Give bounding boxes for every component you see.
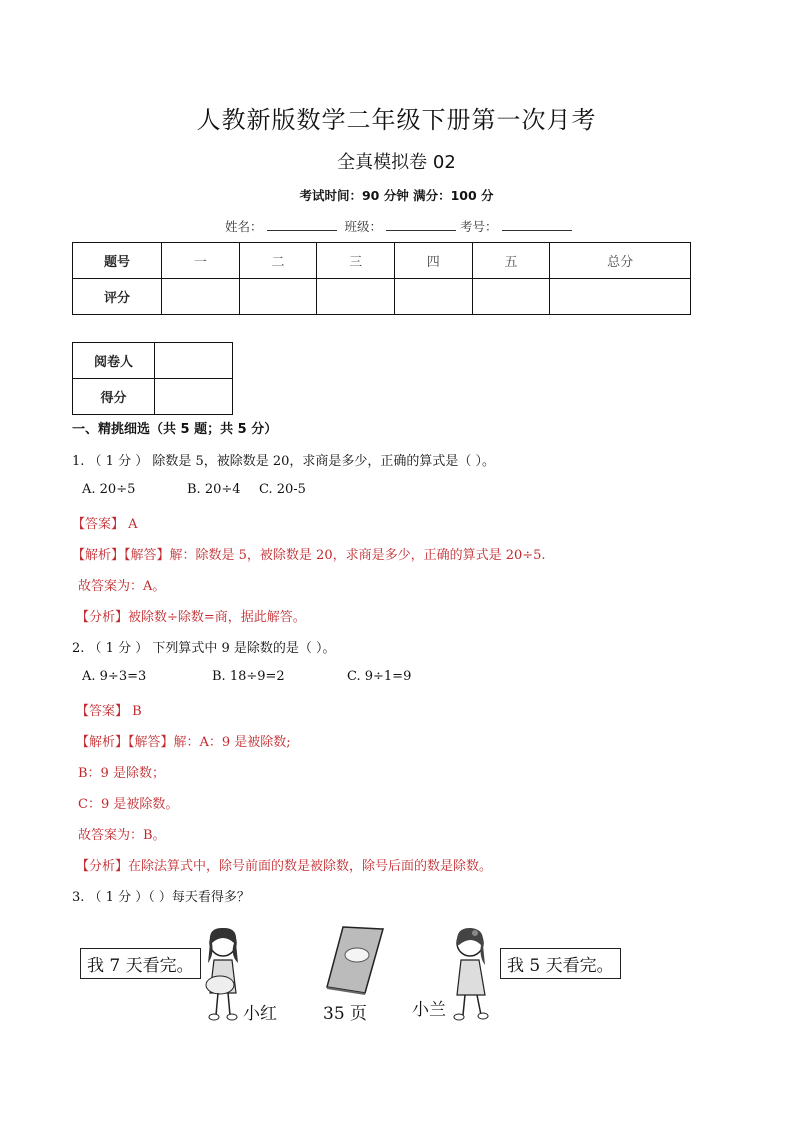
right-speech-bubble: 我 5 天看完。 [500, 948, 621, 979]
grader-table [72, 342, 233, 415]
reviewer-cell [155, 343, 233, 379]
score-cell [550, 279, 691, 315]
reason-tag: 【分析】 [76, 859, 129, 874]
option-b: B. 20÷4 [187, 482, 241, 497]
question-2-analysis-c: C：9 是被除数。 [78, 797, 179, 812]
name-label: 姓名： [225, 219, 263, 234]
option-c: C. 20-5 [259, 482, 306, 497]
analysis-tag: 【解析】【解答】 [72, 548, 170, 563]
student-info-fields [225, 217, 576, 235]
reason-text: 被除数÷除数=商，据此解答。 [128, 610, 306, 625]
col-5: 五 [472, 243, 550, 279]
exam-info: 考试时间：90 分钟 满分：100 分 [299, 188, 494, 203]
question-1-stem: 1. （ 1 分 ） 除数是 5，被除数是 20，求商是多少，正确的算式是（ ）。 [72, 454, 496, 469]
score-cell [394, 279, 472, 315]
score-cell [472, 279, 550, 315]
question-2-conclusion: 故答案为：B。 [78, 828, 166, 843]
analysis-text: 解：除数是 5，被除数是 20，求商是多少，正确的算式是 20÷5. [169, 548, 546, 563]
score-cell [317, 279, 395, 315]
col-total: 总分 [550, 243, 691, 279]
id-blank[interactable] [502, 218, 572, 231]
question-3-stem: 3. （ 1 分 ）（ ）每天看得多？ [72, 890, 250, 905]
question-2-analysis [76, 731, 291, 750]
question-2-analysis-b: B：9 是除数； [78, 766, 165, 781]
answer-value: A [124, 517, 138, 532]
answer-value: B [128, 704, 142, 719]
option-a: A. 20÷5 [82, 482, 136, 497]
name-blank[interactable] [267, 218, 337, 231]
question-1-conclusion: 故答案为：A。 [78, 579, 166, 594]
score-table [72, 242, 691, 315]
question-1-reason [76, 606, 306, 625]
col-3: 三 [317, 243, 395, 279]
reason-tag: 【分析】 [76, 610, 129, 625]
left-speech-bubble: 我 7 天看完。 [80, 948, 201, 979]
score-table-header-row [73, 243, 691, 279]
class-label: 班级： [344, 219, 383, 234]
document-subtitle: 全真模拟卷 02 [337, 152, 456, 173]
question-2-reason [76, 855, 492, 874]
score-table-score-row [73, 279, 691, 315]
question-2-stem: 2. （ 1 分 ） 下列算式中 9 是除数的是（ ）。 [72, 641, 336, 656]
girl-xiaohong-icon [200, 925, 245, 1023]
id-label: 考号： [460, 219, 498, 234]
section-heading: 一、精挑细选（共 5 题；共 5 分） [72, 422, 278, 437]
answer-tag: 【答案】 [72, 517, 125, 532]
question-1-answer [72, 513, 138, 532]
reviewer-label: 阅卷人 [73, 343, 155, 379]
col-4: 四 [394, 243, 472, 279]
option-b: B. 18÷9=2 [212, 669, 285, 684]
score-cell [239, 279, 317, 315]
row-header-score: 评分 [73, 279, 162, 315]
document-title: 人教新版数学二年级下册第一次月考 [196, 106, 597, 134]
question-2-answer [76, 700, 142, 719]
analysis-tag: 【解析】【解答】 [76, 735, 174, 750]
col-2: 二 [239, 243, 317, 279]
book-page-label: 35 页 [323, 1004, 368, 1024]
analysis-text: 解：A：9 是被除数; [173, 735, 291, 750]
right-name-label: 小兰 [412, 1000, 446, 1020]
girl-xiaolan-icon [445, 925, 495, 1023]
score-label: 得分 [73, 379, 155, 415]
col-1: 一 [162, 243, 240, 279]
class-blank[interactable] [386, 218, 456, 231]
question-2-options [82, 669, 411, 684]
score-value-cell [155, 379, 233, 415]
reason-text: 在除法算式中，除号前面的数是被除数，除号后面的数是除数。 [128, 859, 493, 874]
score-cell [162, 279, 240, 315]
left-name-label: 小红 [243, 1004, 277, 1024]
row-header-question-number: 题号 [73, 243, 162, 279]
question-1-analysis [72, 544, 546, 563]
book-icon [325, 925, 385, 995]
option-c: C. 9÷1=9 [347, 669, 412, 684]
answer-tag: 【答案】 [76, 704, 129, 719]
question-1-options [82, 482, 306, 497]
option-a: A. 9÷3=3 [82, 669, 147, 684]
question-3-figure [75, 925, 655, 1030]
